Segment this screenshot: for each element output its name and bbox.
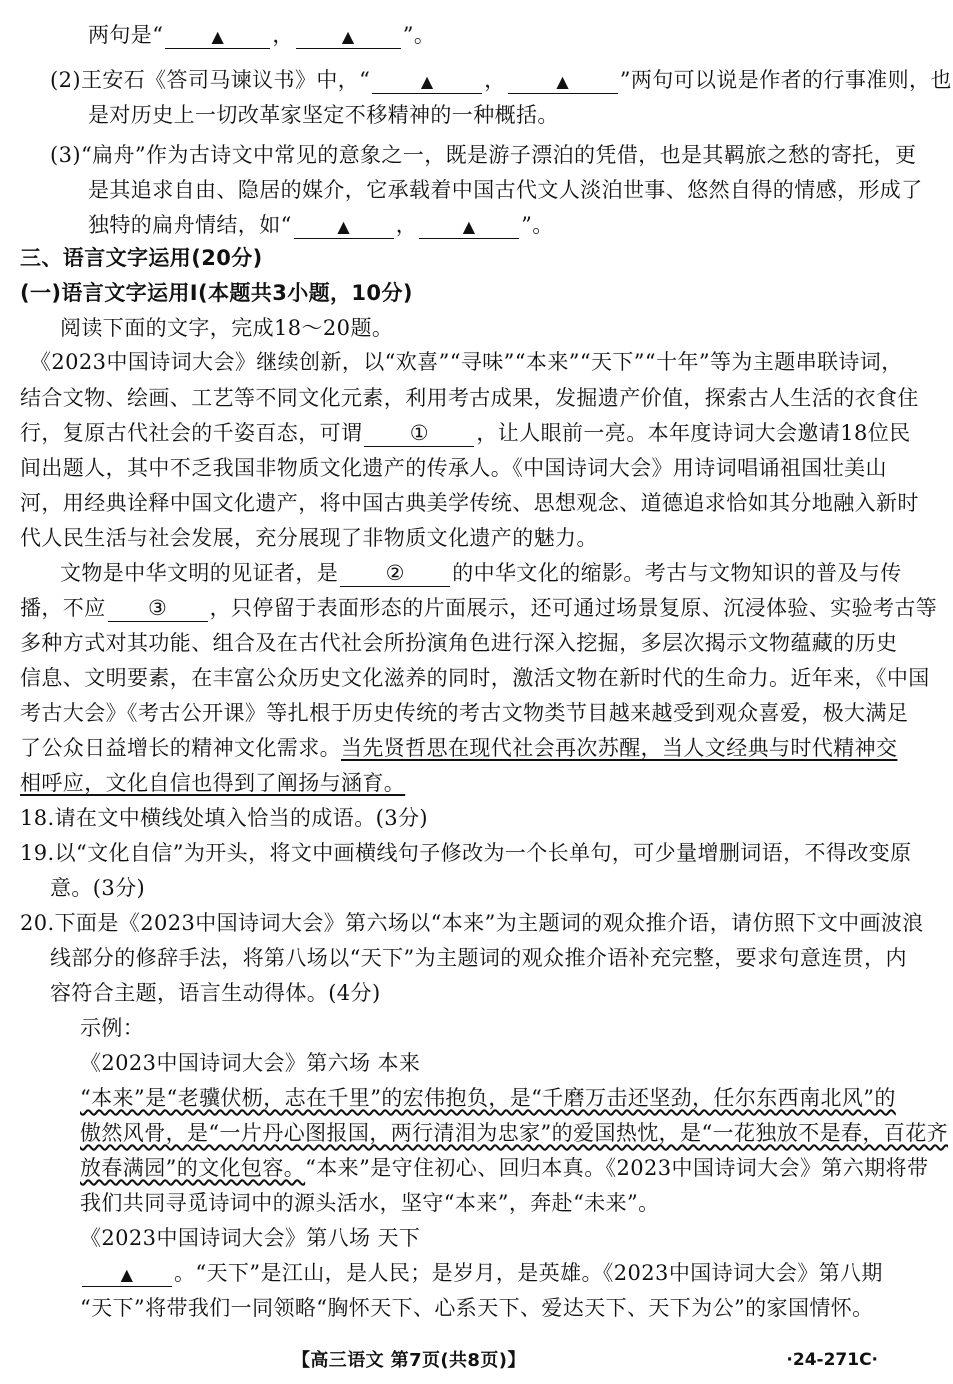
answer-blank[interactable]: ② <box>340 563 450 587</box>
text-line <box>80 1088 945 1109</box>
task-title: 《2023中国诗词大会》第八场 天下 <box>80 1226 421 1250</box>
text-line: (3)“扁舟”作为古诗文中常见的意象之一，既是游子漂泊的凭借，也是其羁旅之愁的寄托，更 <box>50 143 917 167</box>
triangle-marker-icon: ▲ <box>462 217 476 236</box>
text-line: 是对历史上一切改革家坚定不移精神的一种概括。 <box>88 103 559 127</box>
text-line: 意。(3分) <box>50 876 146 900</box>
question-19: 19.以“文化自信”为开头，将文中画横线句子修改为一个长单句，可少量增删词语，不得改变原 <box>20 841 912 865</box>
text-line: 独特的扁舟情结，如“ ▲ ， ▲ ”。 <box>88 213 554 237</box>
answer-blank[interactable] <box>165 25 270 49</box>
answer-blank[interactable]: ③ <box>108 598 208 622</box>
question-20: 20.下面是《2023中国诗词大会》第六场以“本来”为主题词的观众推介语，请仿照下文中画波浪 <box>20 911 924 935</box>
triangle-marker-icon: ▲ <box>341 27 355 46</box>
answer-blank[interactable] <box>419 215 519 239</box>
underlined-sentence: 相呼应，文化自信也得到了阐扬与涵育。 <box>20 771 406 795</box>
answer-blank[interactable] <box>372 70 482 94</box>
text-line: 间出题人，其中不乏我国非物质文化遗产的传承人。《中国诗词大会》用诗词唱诵祖国壮美山 <box>20 456 887 480</box>
text-line: 《2023中国诗词大会》继续创新，以“欢喜”“寻味”“本来”“天下”“十年”等为主题串联诗词， <box>30 350 903 374</box>
text-line <box>80 1121 949 1145</box>
instruction: 阅读下面的文字，完成18～20题。 <box>60 316 394 340</box>
text-line: 了公众日益增长的精神文化需求。当先贤哲思在现代社会再次苏醒，当人文经典与时代精神交 <box>20 736 898 760</box>
page-footer: 【高三语文 第7页(共8页)】 <box>292 1350 526 1371</box>
text-line: 两句是“ ▲ ， ▲ ”。 <box>88 23 436 47</box>
wavy-underlined-text: 放春满园”的文化包容。 <box>80 1156 306 1180</box>
text-line: 行，复原古代社会的千姿百态，可谓 ① ，让人眼前一亮。本年度诗词大会邀请18位民 <box>20 421 911 445</box>
section-heading: 三、语言文字运用(20分) <box>20 246 263 270</box>
text-line: 多种方式对其功能、组合及在古代社会所扮演角色进行深入挖掘，多层次揭示文物蕴藏的历史 <box>20 631 898 655</box>
underlined-sentence: 当先贤哲思在现代社会再次苏醒，当人文经典与时代精神交 <box>341 736 898 760</box>
text-line: 是其追求自由、隐居的媒介，它承载着中国古代文人淡泊世事、悠然自得的情感，形成了 <box>88 178 923 202</box>
example-label: 示例： <box>80 1016 145 1040</box>
text-line: (2)王安石《答司马谏议书》中，“ ▲ ， ▲ ”两句可以说是作者的行事准则，也 <box>50 68 952 92</box>
example-title: 《2023中国诗词大会》第六场 本来 <box>80 1051 421 1075</box>
answer-blank[interactable]: ① <box>364 423 474 447</box>
wavy-underlined-text: “本来”是“老骥伏枥，志在千里”的宏伟抱负，是“千磨万击还坚劲，任尔东西南北风”的 <box>80 1086 896 1110</box>
answer-blank[interactable] <box>82 1263 172 1287</box>
triangle-marker-icon: ▲ <box>337 217 351 236</box>
subsection-heading: (一)语言文字运用Ⅰ(本题共3小题，10分) <box>20 281 413 305</box>
triangle-marker-icon: ▲ <box>420 72 434 91</box>
paper-code: ·24-271C· <box>786 1350 878 1370</box>
text-line <box>20 773 885 794</box>
text-line: 文物是中华文明的见证者，是 ② 的中华文化的缩影。考古与文物知识的普及与传 <box>60 561 902 585</box>
wavy-underlined-text: 傲然风骨，是“一片丹心图报国，两行清泪为忠家”的爱国热忱，是“一花独放不是春，百花齐 <box>80 1121 949 1145</box>
triangle-marker-icon: ▲ <box>211 27 225 46</box>
text-line: 代人民生活与社会发展，充分展现了非物质文化遗产的魅力。 <box>20 526 598 550</box>
text-line: 信息、文明要素，在丰富公众历史文化滋养的同时，激活文物在新时代的生命力。近年来，《中国 <box>20 666 930 690</box>
triangle-marker-icon: ▲ <box>120 1265 134 1284</box>
text-line: 河，用经典诠释中国文化遗产，将中国古典美学传统、思想观念、道德追求恰如其分地融入新时 <box>20 491 919 515</box>
text-line: ▲ 。“天下”是江山，是人民；是岁月，是英雄。《2023中国诗词大会》第八期 <box>80 1263 945 1287</box>
answer-blank[interactable] <box>296 25 401 49</box>
triangle-marker-icon: ▲ <box>556 72 570 91</box>
text-line: 考古大会》《考古公开课》等扎根于历史传统的考古文物类节目越来越受到观众喜爱，极大满足 <box>20 701 909 725</box>
text-line: 我们共同寻觅诗词中的源头活水，坚守“本来”，奔赴“未来”。 <box>80 1191 660 1215</box>
text-line: “天下”将带我们一同领略“胸怀天下、心系天下、爱达天下、天下为公”的家国情怀。 <box>80 1296 874 1320</box>
answer-blank[interactable] <box>294 215 394 239</box>
answer-blank[interactable] <box>508 70 618 94</box>
text-line: 结合文物、绘画、工艺等不同文化元素，利用考古成果，发掘遗产价值，探索古人生活的衣食住 <box>20 386 919 410</box>
text-line: 容符合主题，语言生动得体。(4分) <box>50 981 381 1005</box>
text-line: 放春满园”的文化包容。“本来”是守住初心、回归本真。《2023中国诗词大会》第六期将带 <box>80 1156 929 1180</box>
question-18: 18.请在文中横线处填入恰当的成语。(3分) <box>20 806 428 830</box>
text-line: 线部分的修辞手法，将第八场以“天下”为主题词的观众推介语补充完整，要求句意连贯，内 <box>50 946 907 970</box>
text-line: 播，不应 ③ ，只停留于表面形态的片面展示，还可通过场景复原、沉浸体验、实验考古等 <box>20 596 938 620</box>
